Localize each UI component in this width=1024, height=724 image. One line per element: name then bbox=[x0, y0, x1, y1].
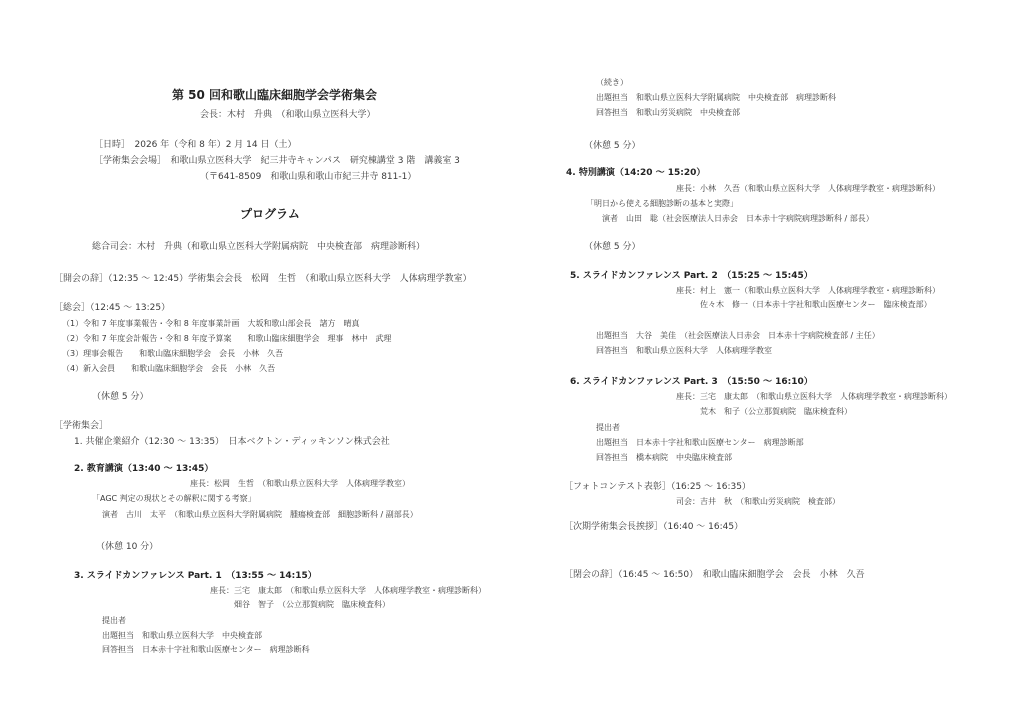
case-respondent: 回答担当 和歌山労災病院 中央検査部 bbox=[596, 108, 740, 117]
break-note: （休憩 10 分） bbox=[96, 542, 159, 552]
slide-conference-2-cochair: 佐々木 修一（日本赤十字社和歌山医療センター 臨床検査部） bbox=[676, 300, 932, 309]
break-note: （休憩 5 分） bbox=[584, 141, 641, 151]
event-address: （〒641-8509 和歌山県和歌山市紀三井寺 811-1） bbox=[200, 172, 417, 182]
slide-conference-1-cochair: 畑谷 智子 （公立那賀病院 臨床検査科） bbox=[210, 600, 390, 609]
opening-remarks: ［開会の辞］（12:35 ～ 12:45）学術集会会長 松岡 生哲 （和歌山県立医科大学 人体病理学教室） bbox=[54, 274, 472, 284]
continued-note: （続き） bbox=[596, 78, 628, 87]
right-column bbox=[520, 0, 1024, 724]
slide-conference-1-chair: 座長：三宅 康太郎 （和歌山県立医科大学 人体病理学教室・病理診断科） bbox=[210, 586, 486, 595]
event-date: ［日時］ 2026 年（令和 8 年）2 月 14 日（土） bbox=[94, 140, 297, 150]
program-heading: プログラム bbox=[240, 207, 300, 221]
education-theme: 「AGC 判定の現状とその解釈に関する考察」 bbox=[92, 494, 256, 503]
case-respondent: 回答担当 日本赤十字社和歌山医療センター 病理診断科 bbox=[102, 645, 310, 654]
case-respondent: 回答担当 橋本病院 中央臨床検査部 bbox=[596, 453, 732, 462]
slide-conference-3-chair: 座長：三宅 康太郎 （和歌山県立医科大学 人体病理学教室・病理診断科） bbox=[676, 392, 952, 401]
conference-chair: 会長：木村 升典 （和歌山県立医科大学） bbox=[200, 110, 376, 120]
education-speaker: 演者 古川 太平 （和歌山県立医科大学附属病院 腫瘍検査部 細胞診断科 / 副部長） bbox=[102, 510, 418, 519]
slide-conference-3: 6. スライドカンファレンス Part. 3 （15:50 ～ 16:10） bbox=[570, 377, 813, 387]
case-presenter: 出題担当 和歌山県立医科大学附属病院 中央検査部 病理診断科 bbox=[596, 93, 836, 102]
presenter-label: 提出者 bbox=[596, 423, 620, 432]
meeting-item: （1）令和 7 年度事業報告・令和 8 年度事業計画 大坂和歌山部会長 諸方 晴真 bbox=[62, 319, 360, 328]
presenter-label: 提出者 bbox=[102, 616, 126, 625]
closing-remarks: ［閉会の辞］（16:45 ～ 16:50） 和歌山臨床細胞学会 会長 小林 久吾 bbox=[564, 570, 865, 580]
photo-contest-host: 司会：吉井 秋 （和歌山労災病院 検査部） bbox=[676, 497, 840, 506]
special-lecture: 4. 特別講演（14:20 ～ 15:20） bbox=[566, 168, 706, 178]
special-lecture-speaker: 演者 山田 聡（社会医療法人日赤会 日本赤十字病院病理診断科 / 部長） bbox=[586, 214, 874, 223]
event-venue: ［学術集会会場］ 和歌山県立医科大学 紀三井寺キャンパス 研究棟講堂 3 階 講義室 3 bbox=[94, 156, 460, 166]
meeting-item: （3）理事会報告 和歌山臨床細胞学会 会長 小林 久吾 bbox=[62, 349, 284, 358]
meeting-item: （2）令和 7 年度会計報告・令和 8 年度予算案 和歌山臨床細胞学会 理事 林中 武理 bbox=[62, 334, 392, 343]
education-lecture: 2. 教育講演（13:40 ～ 13:45） bbox=[74, 464, 214, 474]
case-respondent: 回答担当 和歌山県立医科大学 人体病理学教室 bbox=[596, 346, 772, 355]
photo-contest: ［フォトコンテスト表彰］（16:25 ～ 16:35） bbox=[564, 482, 751, 492]
slide-conference-2-chair: 座長：村上 憲一（和歌山県立医科大学 人体病理学教室・病理診断科） bbox=[676, 286, 940, 295]
general-meeting-heading: ［総会］（12:45 ～ 13:25） bbox=[54, 303, 171, 313]
case-presenter: 出題担当 大谷 美佳 （社会医療法人日赤会 日本赤十字病院検査部 / 主任） bbox=[596, 331, 880, 340]
case-presenter: 出題担当 日本赤十字社和歌山医療センター 病理診断部 bbox=[596, 438, 804, 447]
break-note: （休憩 5 分） bbox=[92, 392, 149, 402]
conference-title: 第 50 回和歌山臨床細胞学会学術集会 bbox=[172, 88, 378, 102]
general-moderator: 総合司会：木村 升典（和歌山県立医科大学附属病院 中央検査部 病理診断科） bbox=[92, 242, 426, 252]
meeting-item: （4）新入会員 和歌山臨床細胞学会 会長 小林 久吾 bbox=[62, 364, 276, 373]
break-note: （休憩 5 分） bbox=[584, 242, 641, 252]
special-lecture-chair: 座長：小林 久吾（和歌山県立医科大学 人体病理学教室・病理診断科） bbox=[676, 184, 940, 193]
academic-session-heading: ［学術集会］ bbox=[54, 421, 109, 431]
slide-conference-3-cochair: 荒木 和子（公立那賀病院 臨床検査科） bbox=[676, 407, 852, 416]
case-presenter: 出題担当 和歌山県立医科大学 中央検査部 bbox=[102, 631, 262, 640]
slide-conference-2: 5. スライドカンファレンス Part. 2 （15:25 ～ 15:45） bbox=[570, 271, 813, 281]
sponsor-introduction: 1. 共催企業紹介（12:30 ～ 13:35） 日本ベクトン・ディッキンソン株式会社 bbox=[74, 437, 390, 447]
slide-conference-1: 3. スライドカンファレンス Part. 1 （13:55 ～ 14:15） bbox=[74, 571, 317, 581]
special-lecture-theme: 「明日から使える細胞診断の基本と実際」 bbox=[586, 199, 738, 208]
next-chair-greeting: ［次期学術集会長挨拶］（16:40 ～ 16:45） bbox=[564, 522, 744, 532]
education-chair: 座長：松岡 生哲 （和歌山県立医科大学 人体病理学教室） bbox=[190, 479, 410, 488]
